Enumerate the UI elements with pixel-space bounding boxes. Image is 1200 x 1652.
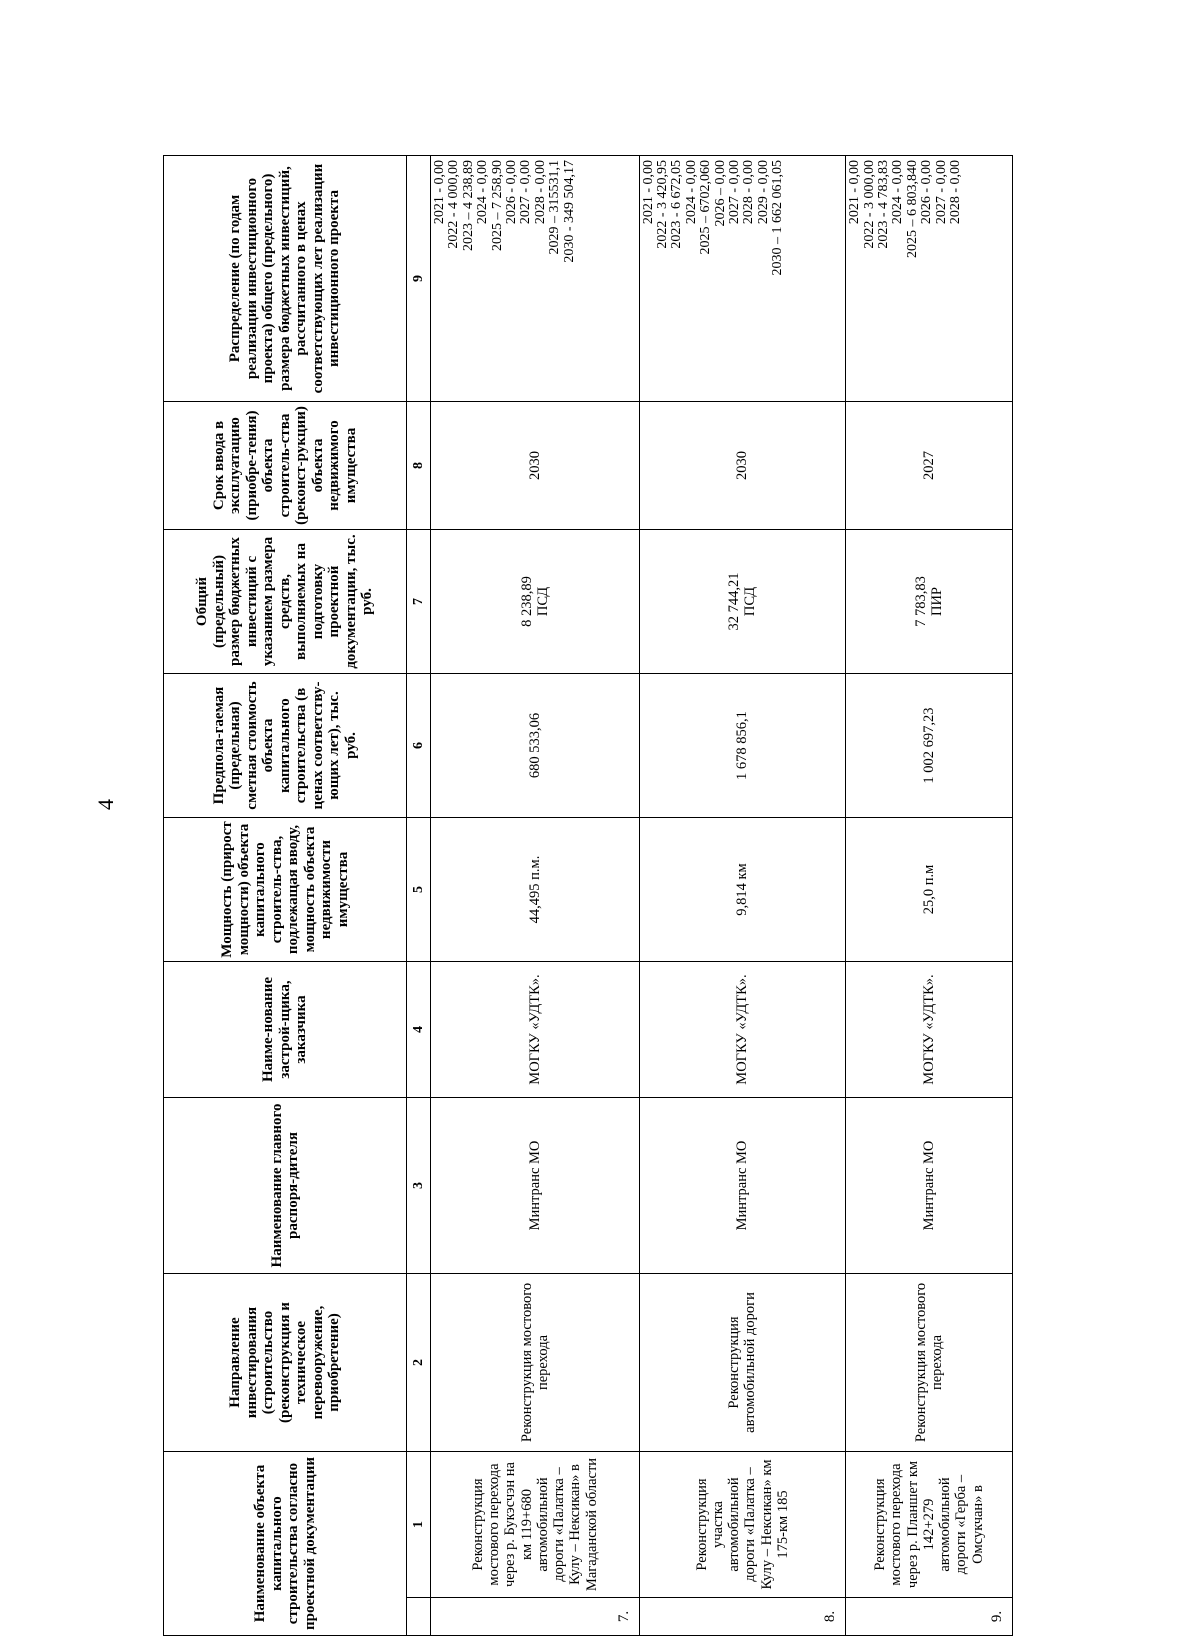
distribution-line: 2026 - 0,00 bbox=[919, 160, 935, 225]
distribution-line: 2028 - 0,00 bbox=[947, 160, 963, 225]
column-number: 3 bbox=[407, 1098, 431, 1274]
distribution-line: 2027 - 0,00 bbox=[518, 160, 534, 225]
developer: МОГКУ «УДТК». bbox=[846, 962, 1013, 1098]
deadline: 2027 bbox=[846, 402, 1013, 530]
distribution-line: 2022 - 3 000,00 bbox=[861, 160, 877, 249]
distribution-line: 2024 - 0,00 bbox=[475, 160, 491, 225]
table-row bbox=[846, 156, 1013, 1636]
distribution-line: 2027 - 0,00 bbox=[727, 160, 743, 225]
manager: Минтранс МО bbox=[846, 1098, 1013, 1274]
column-number: 4 bbox=[407, 962, 431, 1098]
table-row bbox=[639, 156, 846, 1636]
table-row bbox=[431, 156, 640, 1636]
investment-cell bbox=[431, 530, 640, 674]
deadline: 2030 bbox=[639, 402, 846, 530]
column-number: 7 bbox=[407, 530, 431, 674]
distribution-line: 2025 – 6702,060 bbox=[698, 160, 714, 255]
investment-note: ПСД bbox=[534, 586, 551, 617]
distribution-line: 2022 - 3 420,95 bbox=[655, 160, 670, 249]
cost: 1 678 856,1 bbox=[639, 674, 846, 818]
column-number: 9 bbox=[407, 156, 431, 402]
header-investment: Общий (предельный) размер бюджетных инвестиций с указанием размера средств, выполняемых на подготовку проектной документации, тыс. руб. bbox=[164, 530, 407, 674]
distribution-cell bbox=[431, 156, 640, 402]
investment-note: ПСД bbox=[742, 586, 759, 617]
object-name: Реконструкция мостового перехода через р. Букэсчэн на км 119+680 автомобильной дороги «Палатка – Кулу – Нексикан» в Магаданской области bbox=[431, 1452, 640, 1598]
object-name: Реконструкция мостового перехода через р. Планшет км 142+279 автомобильной дороги «Герба – Омсукчан» в bbox=[846, 1452, 1013, 1598]
investment-amount: 32 744,21 bbox=[726, 572, 743, 631]
distribution-cell bbox=[639, 156, 846, 402]
object-name: Реконструкция участка автомобильной дороги «Палатка – Кулу – Нексикан» км 175-км 185 bbox=[639, 1452, 846, 1598]
header-manager: Наименование главного распоря-дителя bbox=[164, 1098, 407, 1274]
distribution-line: 2030 – 1 662 061,05 bbox=[770, 160, 786, 276]
investment-amount: 7 783,83 bbox=[912, 576, 929, 627]
distribution-line: 2022 - 4 000,00 bbox=[446, 160, 462, 249]
row-number: 9. bbox=[846, 1598, 1013, 1636]
column-number-row bbox=[407, 156, 431, 1636]
direction: Реконструкция мостового перехода bbox=[846, 1274, 1013, 1452]
cost: 680 533,06 bbox=[431, 674, 640, 818]
distribution-line: 2024 - 0,00 bbox=[683, 160, 699, 225]
column-number: 2 bbox=[407, 1274, 431, 1452]
distribution-cell bbox=[846, 156, 1013, 402]
header-capacity: Мощность (прирост мощности) объекта капитального строитель-ства, подлежащая вводу, мощность объекта недвижимости имущества bbox=[164, 818, 407, 962]
investment-note: ПИР bbox=[929, 587, 946, 617]
distribution-line: 2028 - 0,00 bbox=[741, 160, 757, 225]
header-developer: Наиме-нование застрой-щика, заказчика bbox=[164, 962, 407, 1098]
header-cost: Предпола-гаемая (предельная) сметная стоимость объекта капитального строительства (в ценах соответству-ющих лет), тыс. руб. bbox=[164, 674, 407, 818]
column-number: 1 bbox=[407, 1452, 431, 1598]
header-row bbox=[164, 156, 407, 1636]
distribution-line: 2028 - 0,00 bbox=[532, 160, 548, 225]
manager: Минтранс МО bbox=[431, 1098, 640, 1274]
investment-cell bbox=[846, 530, 1013, 674]
row-number: 7. bbox=[431, 1598, 640, 1636]
distribution-line: 2025 – 6 803,840 bbox=[904, 160, 920, 258]
distribution-line: 2025 – 7 258,90 bbox=[489, 160, 505, 251]
deadline: 2030 bbox=[431, 402, 640, 530]
capacity: 9,814 км bbox=[639, 818, 846, 962]
column-number: 8 bbox=[407, 402, 431, 530]
developer: МОГКУ «УДТК». bbox=[431, 962, 640, 1098]
developer: МОГКУ «УДТК». bbox=[639, 962, 846, 1098]
column-number: 6 bbox=[407, 674, 431, 818]
distribution-line: 2026 - 0,00 bbox=[504, 160, 520, 225]
capacity: 44,495 п.м. bbox=[431, 818, 640, 962]
distribution-line: 2023 - 4 783,83 bbox=[875, 160, 891, 249]
distribution-line: 2029 – 315531,1 bbox=[547, 160, 563, 255]
distribution-line: 2027 - 0,00 bbox=[933, 160, 949, 225]
capacity: 25,0 п.м bbox=[846, 818, 1013, 962]
column-number-blank bbox=[407, 1598, 431, 1636]
row-number: 8. bbox=[639, 1598, 846, 1636]
direction: Реконструкция мостового перехода bbox=[431, 1274, 640, 1452]
direction: Реконструкция автомобильной дороги bbox=[639, 1274, 846, 1452]
header-distribution: Распределение (по годам реализации инвестиционного проекта) общего (предельного) размера бюджетных инвестиций, рассчитанного в ценах соответствующих лет реализации инвестиционного проекта bbox=[164, 156, 407, 402]
distribution-line: 2029 - 0,00 bbox=[755, 160, 771, 225]
distribution-line: 2021 - 0,00 bbox=[432, 160, 447, 225]
distribution-line: 2021 - 0,00 bbox=[640, 160, 656, 225]
distribution-line: 2030 - 349 504,17 bbox=[561, 160, 577, 263]
header-direction: Направление инвестирования (строительство (реконструкция и техническое перевооружение, приобретение) bbox=[164, 1274, 407, 1452]
page-number: 4 bbox=[93, 799, 118, 810]
investment-table bbox=[163, 155, 1013, 1636]
distribution-line: 2023 - 6 672,05 bbox=[669, 160, 685, 249]
distribution-line: 2023 – 4 238,89 bbox=[460, 160, 476, 251]
distribution-line: 2024 - 0,00 bbox=[890, 160, 906, 225]
document-sheet bbox=[163, 156, 1013, 1636]
header-deadline: Срок ввода в эксплуатацию (приобре-тения) объекта строитель-ства (реконст-рукции) объекта недвижимого имущества bbox=[164, 402, 407, 530]
investment-amount: 8 238,89 bbox=[518, 576, 535, 627]
manager: Минтранс МО bbox=[639, 1098, 846, 1274]
cost: 1 002 697,23 bbox=[846, 674, 1013, 818]
header-object-name: Наименование объекта капитального строительства согласно проектной документации bbox=[164, 1452, 407, 1636]
column-number: 5 bbox=[407, 818, 431, 962]
distribution-line: 2021 - 0,00 bbox=[847, 160, 863, 225]
investment-cell bbox=[639, 530, 846, 674]
distribution-line: 2026 – 0,00 bbox=[712, 160, 728, 227]
